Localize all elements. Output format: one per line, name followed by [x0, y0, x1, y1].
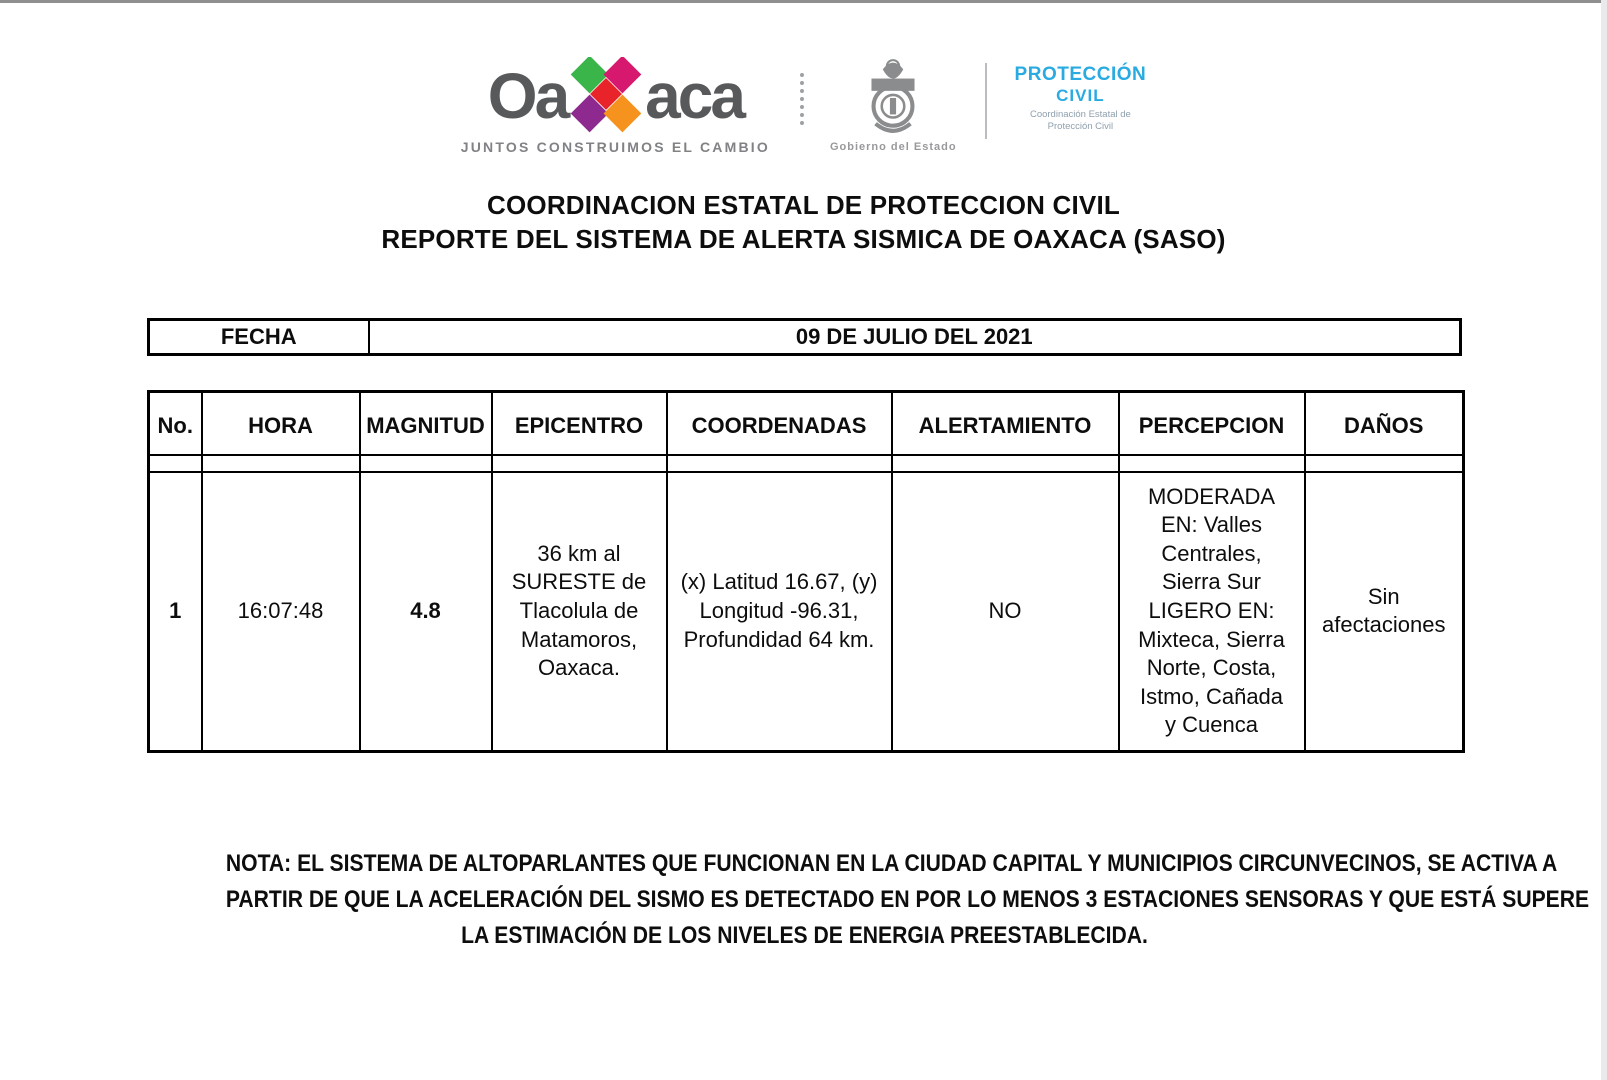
oaxaca-tagline: JUNTOS CONSTRUIMOS EL CAMBIO [460, 138, 770, 155]
fecha-value: 09 DE JULIO DEL 2021 [369, 320, 1461, 355]
table-header-row [149, 392, 1464, 455]
proteccion-civil-subtitle-line2: Protección Civil [1047, 120, 1114, 132]
fecha-table [147, 318, 1462, 356]
proteccion-civil-logo [1015, 64, 1147, 132]
column-header-magnitud: MAGNITUD [360, 392, 492, 455]
solid-separator [985, 63, 987, 139]
column-header-epicentro: EPICENTRO [492, 392, 667, 455]
column-header-danos: DAÑOS [1305, 392, 1464, 455]
report-table-wrap [147, 390, 1462, 753]
fecha-table-wrap [147, 318, 1462, 356]
fecha-row [149, 320, 1461, 355]
table-row [149, 472, 1464, 752]
state-government-seal [830, 56, 957, 153]
column-header-coordenadas: COORDENADAS [667, 392, 892, 455]
column-header-percepcion: PERCEPCION [1119, 392, 1305, 455]
footer-note-line1: NOTA: EL SISTEMA DE ALTOPARLANTES QUE FUNCIONAN EN LA CIUDAD CAPITAL Y MUNICIPIOS CIRCUNVECINOS, SE ACTIVA A [225, 850, 1558, 877]
document-title [0, 188, 1607, 256]
proteccion-civil-title-line1: PROTECCIÓN [1014, 64, 1147, 86]
footer-note [147, 846, 1590, 954]
proteccion-civil-title-line2: CIVIL [1056, 86, 1105, 106]
spacer-cell [892, 455, 1119, 472]
cell-coordenadas: (x) Latitud 16.67, (y) Longitud -96.31, Profundidad 64 km. [667, 472, 892, 752]
state-seal-icon [850, 56, 936, 138]
oaxaca-wordmark-right: aca [645, 59, 743, 132]
spacer-cell [1119, 455, 1305, 472]
cell-magnitud: 4.8 [360, 472, 492, 752]
document-title-line2: REPORTE DEL SISTEMA DE ALERTA SISMICA DE OAXACA (SASO) [381, 224, 1226, 254]
document-title-line1: COORDINACION ESTATAL DE PROTECCION CIVIL [487, 190, 1120, 220]
cell-no: 1 [149, 472, 202, 752]
oaxaca-x-diamonds-icon [569, 57, 643, 135]
spacer-cell [202, 455, 360, 472]
oaxaca-logo [461, 57, 770, 155]
column-header-alertamiento: ALERTAMIENTO [892, 392, 1119, 455]
column-header-hora: HORA [202, 392, 360, 455]
header-logo-band [0, 56, 1607, 155]
fecha-label: FECHA [149, 320, 369, 355]
dotted-separator [800, 73, 804, 125]
screenshot-right-edge [1601, 0, 1607, 1080]
cell-hora: 16:07:48 [202, 472, 360, 752]
cell-epicentro: 36 km al SURESTE de Tlacolula de Matamoros, Oaxaca. [492, 472, 667, 752]
spacer-cell [492, 455, 667, 472]
footer-note-line3: LA ESTIMACIÓN DE LOS NIVELES DE ENERGIA PREESTABLECIDA. [461, 922, 1148, 949]
spacer-cell [1305, 455, 1464, 472]
footer-note-line2: PARTIR DE QUE LA ACELERACIÓN DEL SISMO ES DETECTADO EN POR LO MENOS 3 ESTACIONES SENSORAS Y QUE ESTÁ SUPERE [225, 886, 1590, 913]
column-header-no: No. [149, 392, 202, 455]
cell-alertamiento: NO [892, 472, 1119, 752]
report-table [147, 390, 1465, 753]
table-spacer-row [149, 455, 1464, 472]
oaxaca-wordmark [488, 57, 743, 135]
cell-danos: Sin afectaciones [1305, 472, 1464, 752]
cell-percepcion: MODERADA EN: Valles Centrales, Sierra Sur LIGERO EN: Mixteca, Sierra Norte, Costa, Istmo, Cañada y Cuenca [1119, 472, 1305, 752]
state-seal-caption: Gobierno del Estado [829, 141, 957, 153]
screenshot-top-edge [0, 0, 1607, 3]
spacer-cell [360, 455, 492, 472]
header-logos [461, 56, 1146, 155]
proteccion-civil-subtitle-line1: Coordinación Estatal de [1029, 108, 1131, 120]
oaxaca-wordmark-left: Oa [487, 59, 568, 132]
spacer-cell [667, 455, 892, 472]
spacer-cell [149, 455, 202, 472]
